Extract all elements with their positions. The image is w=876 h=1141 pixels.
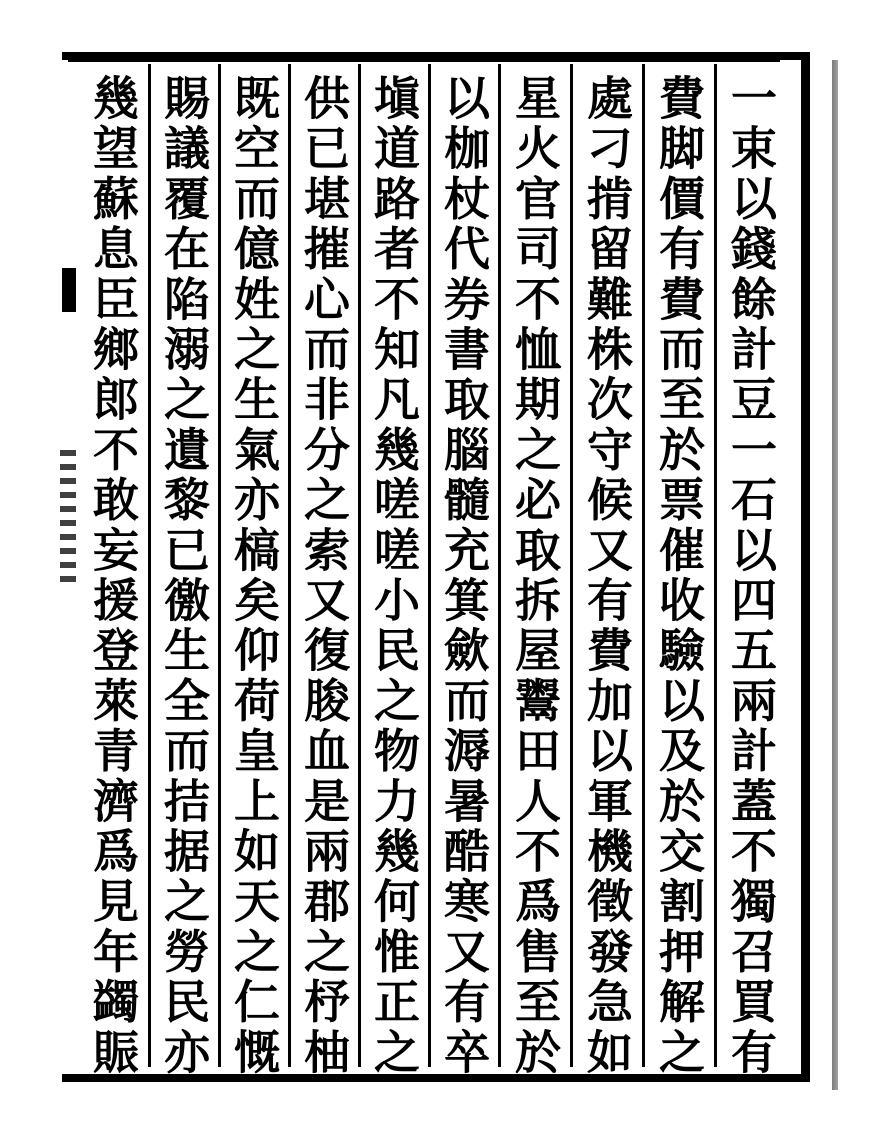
text-column-7: 供已堪摧心而非分之索又復朘血是兩郡之杼柚 [297,74,351,1078]
text-column-3: 處刁掯留難株次守候又有費加以軍機徵發急如 [580,74,634,1078]
column-rule [642,64,645,1067]
top-border-line [68,60,780,62]
text-column-4: 星火官司不恤期之必取拆屋鬻田人不爲售至於 [508,74,562,1078]
text-column-6: 塡道路者不知凡幾嗟嗟小民之物力幾何惟正之 [367,74,421,1078]
column-rule [570,64,573,1067]
column-rule [714,64,717,1067]
text-column-8: 既空而億姓之生氣亦槁矣仰荷皇上如天之仁慨 [227,74,281,1078]
margin-marker [62,268,76,312]
text-column-10: 幾望蘇息臣鄉郎不敢妄援登萊青濟爲見年蠲賑 [86,74,140,1078]
text-column-9: 賜議覆在陷溺之遺黎已徼生全而拮据之勞民亦 [157,74,211,1078]
page-edge-shadow [832,60,838,1090]
text-column-1: 一束以錢餘計豆一石以四五兩計蓋不獨召買有 [724,74,778,1078]
text-column-2: 費脚價有費而至於票催收驗以及於交割押解之 [652,74,706,1078]
column-rule [498,64,501,1067]
text-column-5: 以枷杖代券書取腦髓充箕歛而溽暑酷寒又有卒 [437,74,491,1078]
margin-faded-text [60,450,76,590]
